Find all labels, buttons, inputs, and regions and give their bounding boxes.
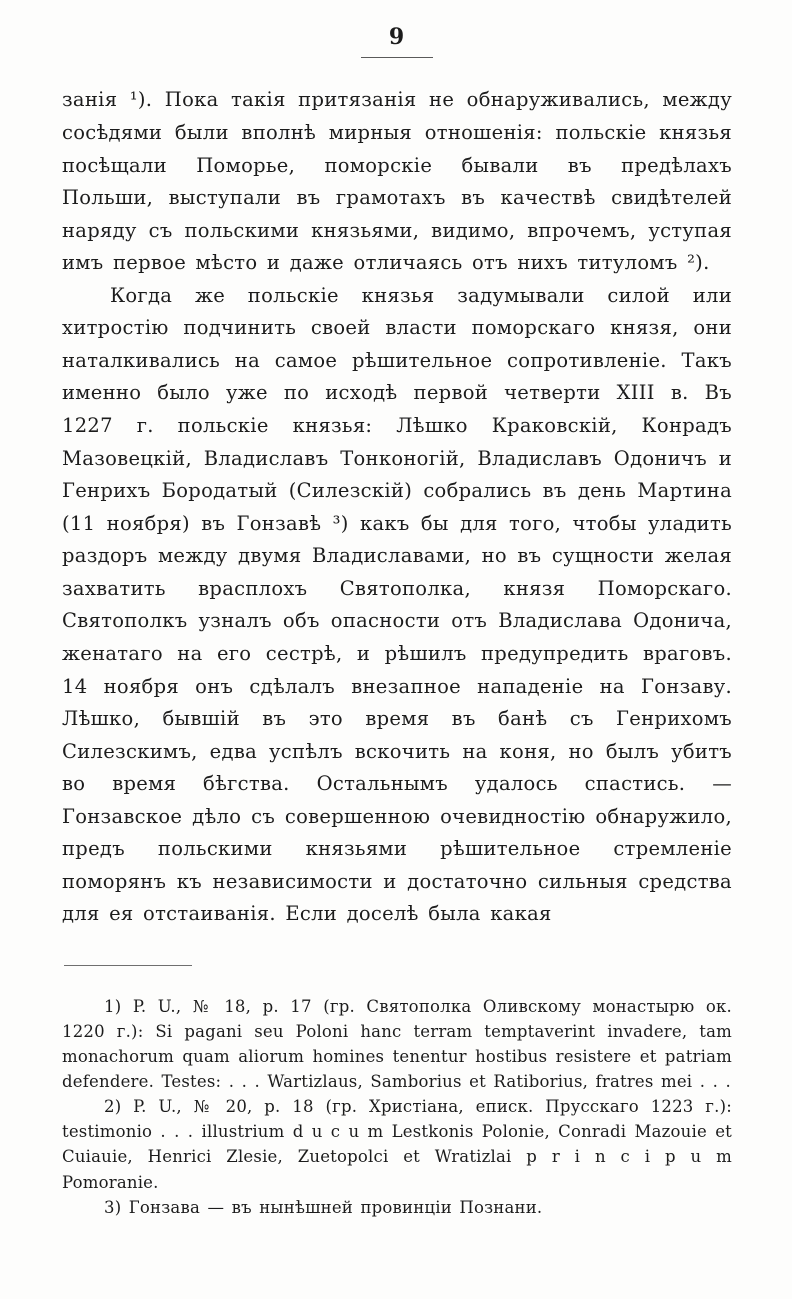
paragraph: занія ¹). Пока такія притязанія не обнаруживались, между сосѣдями были вполнѣ мирныя отношенія: польскіе князья посѣщали Поморье, поморскіе бывали въ предѣлахъ Польши, выступали въ грамотахъ въ качествѣ свидѣтелей наряду съ польскими князьями, видимо, впрочемъ, уступая имъ первое мѣсто и даже отличаясь отъ нихъ титуломъ ²). xyxy=(62,88,732,275)
footnote-divider xyxy=(64,965,192,966)
footnote-item: 1) P. U., № 18, p. 17 (гр. Святополка Оливскому монастырю ок. 1220 г.): Si pagani seu Poloni hanc terram temptaverint invadere, tam monachorum quam aliorum homines tenentur hostibus resistere et patriam defendere. Testes: . . . Wartizlaus, Samborius et Ratiborius, fratres mei . . . xyxy=(62,997,732,1092)
page-number: 9 xyxy=(388,24,406,50)
footnotes xyxy=(62,994,732,1220)
footnote-item: 3) Гонзава — въ нынѣшней провинціи Познани. xyxy=(104,1197,543,1217)
footnote-item: 2) P. U., № 20, p. 18 (гр. Христіана, еписк. Прусскаго 1223 г.): testimonio . . . illustrium d u c u m Lestkonis Polonie, Conradi Mazouie et Cuiauie, Henrici Zlesie, Zuetopolci et Wratizlai p r i n c i p u m Pomoranie. xyxy=(62,1097,732,1192)
paragraph: Когда же польскіе князья задумывали силой или хитростію подчинить своей власти поморскаго князя, они наталкивались на самое рѣшительное сопротивленіе. Такъ именно было уже по исходѣ первой четверти XIII в. Въ 1227 г. польскіе князья: Лѣшко Краковскій, Конрадъ Мазовецкій, Владиславъ Тонконогій, Владиславъ Одоничъ и Генрихъ Бородатый (Силезскій) собрались въ день Мартина (11 ноября) въ Гонзавѣ ³) какъ бы для того, чтобы уладить раздоръ между двумя Владиславами, но въ сущности желая захватить врасплохъ Святополка, князя Поморскаго. Святополкъ узналъ объ опасности отъ Владислава Одонича, женатаго на его сестрѣ, и рѣшилъ предупредить враговъ. 14 ноября онъ сдѣлалъ внезапное нападеніе на Гонзаву. Лѣшко, бывшій въ это время въ банѣ съ Генрихомъ Силезскимъ, едва успѣлъ вскочить на коня, но былъ убитъ во время бѣгства. Остальнымъ удалось спастись. — Гонзавское дѣло съ совершенною очевидностію обнаружило, предъ польскими князьями рѣшительное стремленіе поморянъ къ независимости и достаточно сильныя средства для ея отстаиванія. Если доселѣ была какая xyxy=(62,283,732,926)
page-number-rule xyxy=(361,57,433,58)
main-text xyxy=(62,84,732,931)
